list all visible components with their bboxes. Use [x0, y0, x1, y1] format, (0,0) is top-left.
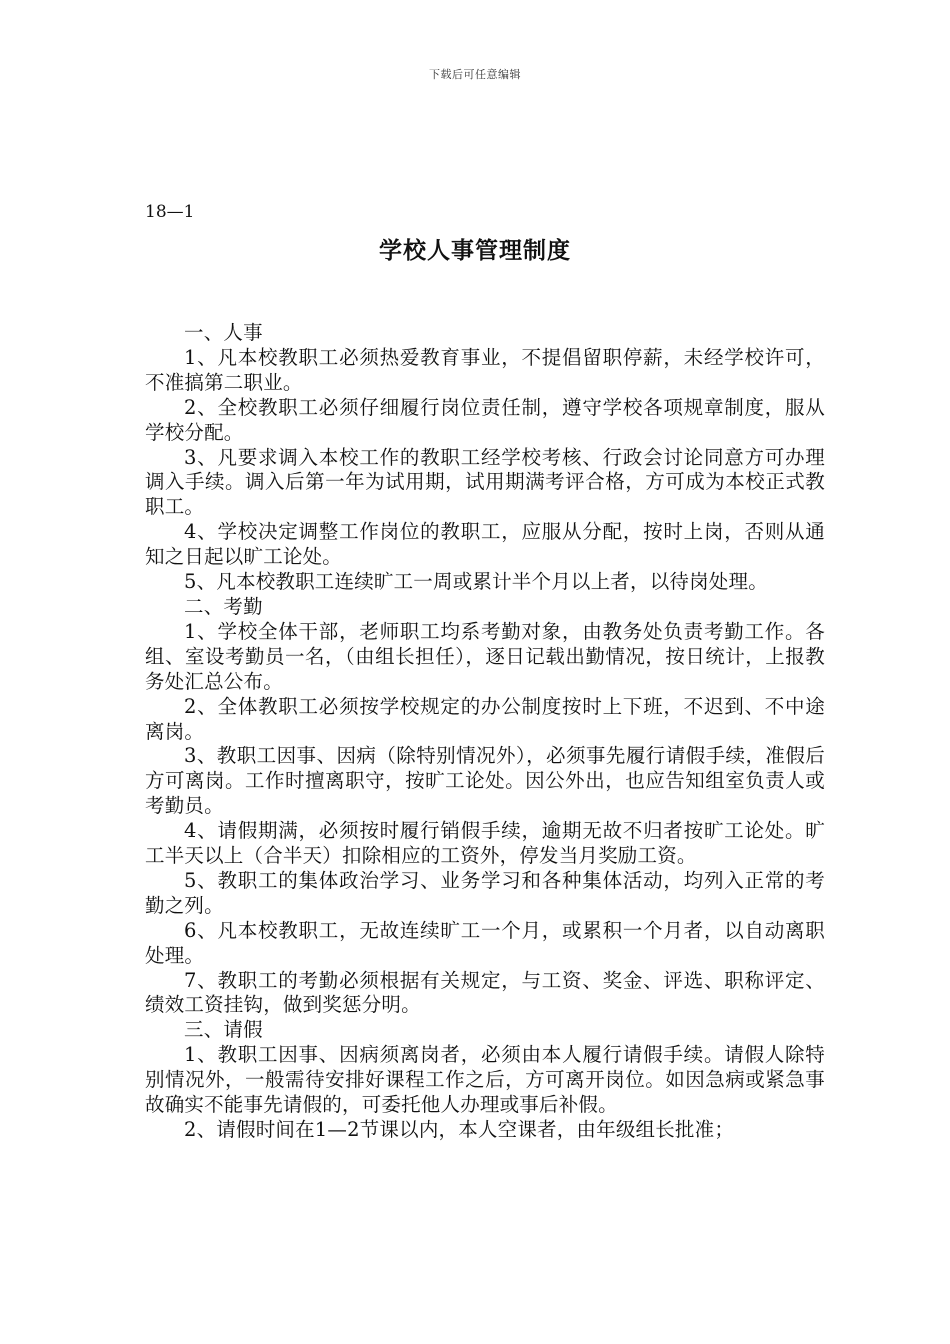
paragraph: 5、凡本校教职工连续旷工一周或累计半个月以上者，以待岗处理。	[184, 570, 768, 594]
paragraph: 1、教职工因事、因病须离岗者，必须由本人履行请假手续。请假人除特别情况外，一般需待安排好课程工作之后，方可离开岗位。如因急病或紧急事故确实不能事先请假的，可委托他人办理或事后补假。	[145, 1043, 825, 1117]
paragraph: 7、教职工的考勤必须根据有关规定，与工资、奖金、评选、职称评定、绩效工资挂钩，做到奖惩分明。	[145, 968, 825, 1017]
paragraph: 3、教职工因事、因病（除特别情况外），必须事先履行请假手续，准假后方可离岗。工作时擅离职守，按旷工论处。因公外出，也应告知组室负责人或考勤员。	[145, 744, 825, 818]
paragraph: 2、请假时间在1—2节课以内，本人空课者，由年级组长批准；	[184, 1118, 735, 1141]
page-header-note: 下载后可任意编辑	[429, 68, 521, 81]
section-heading-attendance: 二、考勤	[184, 594, 263, 618]
paragraph: 2、全体教职工必须按学校规定的办公制度按时上下班，不迟到、不中途离岗。	[145, 694, 825, 743]
paragraph: 3、凡要求调入本校工作的教职工经学校考核、行政会讨论同意方可办理调入手续。调入后第一年为试用期，试用期满考评合格，方可成为本校正式教职工。	[145, 445, 825, 519]
paragraph: 5、教职工的集体政治学习、业务学习和各种集体活动，均列入正常的考勤之列。	[145, 868, 825, 917]
paragraph: 1、凡本校教职工必须热爱教育事业，不提倡留职停薪，未经学校许可，不准搞第二职业。	[145, 345, 825, 394]
section-heading-leave: 三、请假	[184, 1018, 263, 1042]
document-number: 18—1	[145, 202, 195, 222]
document-title: 学校人事管理制度	[379, 237, 571, 264]
paragraph: 1、学校全体干部，老师职工均系考勤对象，由教务处负责考勤工作。各组、室设考勤员一名，（由组长担任），逐日记载出勤情况，按日统计，上报教务处汇总公布。	[145, 619, 825, 693]
section-heading-personnel: 一、人事	[184, 321, 263, 344]
paragraph: 4、请假期满，必须按时履行销假手续，逾期无故不归者按旷工论处。旷工半天以上（合半天）扣除相应的工资外，停发当月奖励工资。	[145, 819, 825, 868]
document-body	[145, 321, 825, 1143]
paragraph: 6、凡本校教职工，无故连续旷工一个月，或累积一个月者，以自动离职处理。	[145, 918, 825, 967]
paragraph: 4、学校决定调整工作岗位的教职工，应服从分配，按时上岗，否则从通知之日起以旷工论处。	[145, 520, 825, 569]
paragraph: 2、全校教职工必须仔细履行岗位责任制，遵守学校各项规章制度，服从学校分配。	[145, 395, 825, 444]
